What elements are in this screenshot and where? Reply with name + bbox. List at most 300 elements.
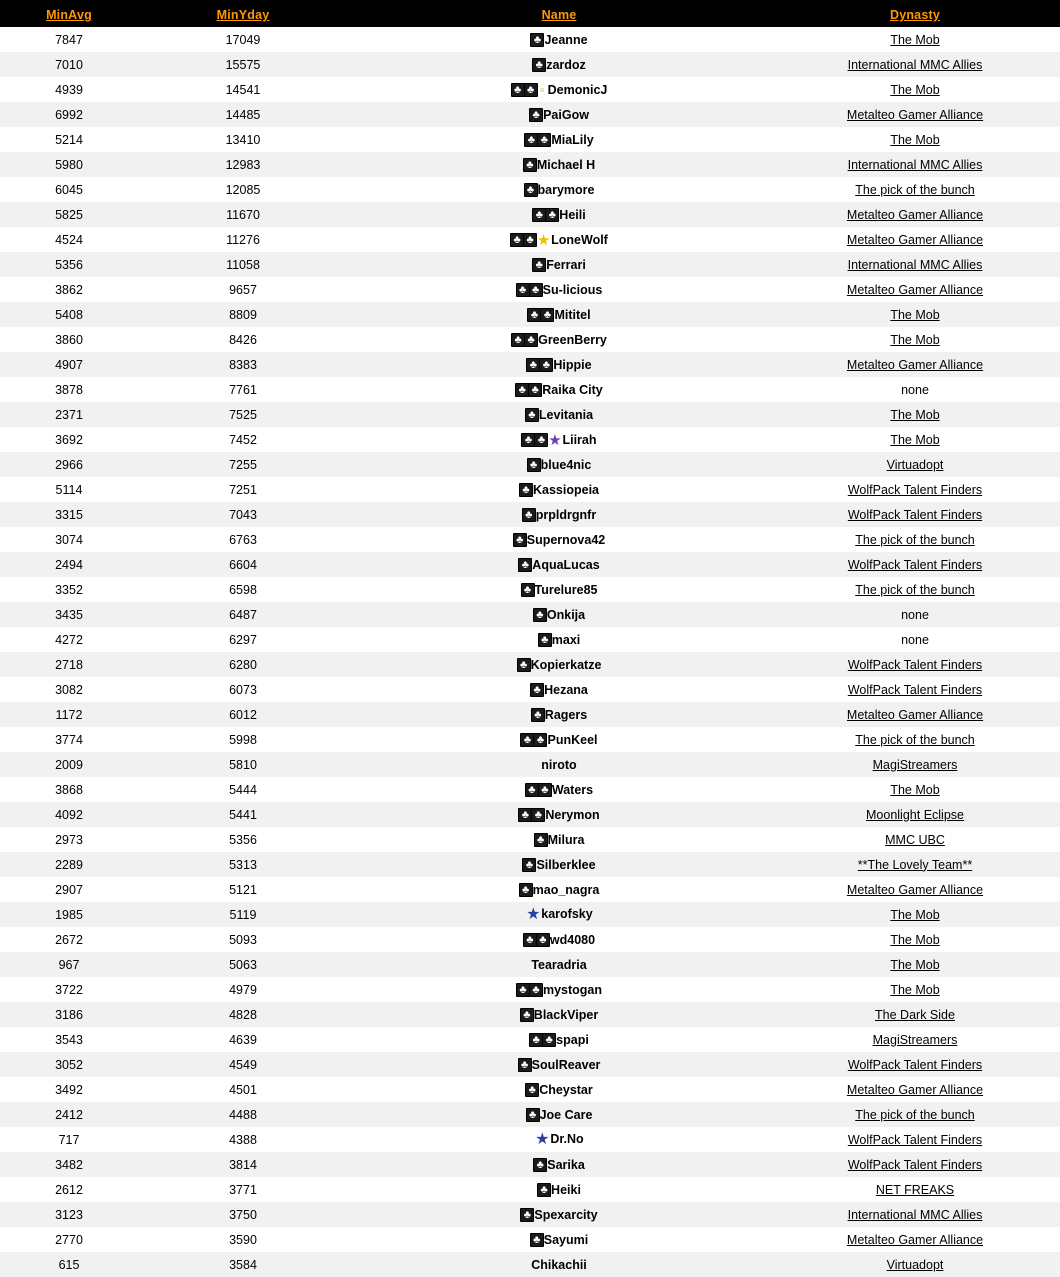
club-icon: ♣ [540, 308, 554, 322]
cell-dynasty [770, 1177, 1060, 1202]
dynasty-link[interactable]: **The Lovely Team** [857, 857, 973, 872]
dynasty-link[interactable]: Metalteo Gamer Alliance [846, 282, 984, 297]
cell-minyday: 5063 [229, 957, 257, 972]
cell-minavg: 3074 [55, 532, 83, 547]
name-wrapper [526, 1108, 593, 1122]
player-name[interactable]: PunKeel [547, 732, 598, 747]
club-icon: ♣ [519, 483, 533, 497]
player-name[interactable]: maxi [551, 632, 581, 647]
player-name[interactable]: Nerymon [545, 807, 600, 822]
table-row [0, 977, 1060, 1002]
column-header-dynasty[interactable]: Dynasty [770, 4, 1060, 27]
dynasty-link[interactable]: Virtuadopt [886, 457, 944, 472]
cell-minyday: 3590 [229, 1232, 257, 1247]
cell-minyday: 3584 [229, 1257, 257, 1272]
player-name[interactable]: BlackViper [533, 1007, 599, 1022]
player-name[interactable]: wd4080 [549, 932, 596, 947]
player-name[interactable]: Levitania [538, 407, 594, 422]
player-name[interactable]: Turelure85 [534, 582, 598, 597]
cell-name [348, 652, 770, 677]
table-row [0, 402, 1060, 427]
name-wrapper [532, 208, 585, 222]
club-icon: ♣ [533, 733, 547, 747]
table-row [0, 427, 1060, 452]
badge-group [523, 158, 536, 172]
cell-dynasty [770, 952, 1060, 977]
player-name[interactable]: Chikachii [531, 1257, 587, 1272]
player-name[interactable]: PaiGow [543, 107, 589, 122]
club-icon: ♣ [545, 208, 559, 222]
badge-group [533, 608, 546, 622]
cell-name [348, 852, 770, 877]
cell-minavg: 3722 [55, 982, 83, 997]
badge-group [519, 883, 532, 897]
badge-group [533, 1158, 546, 1172]
cell-minavg: 967 [58, 957, 80, 972]
club-icon: ♣ [519, 883, 533, 897]
dynasty-link[interactable]: WolfPack Talent Finders [847, 1157, 983, 1172]
club-icon: ♣ [524, 183, 538, 197]
name-wrapper [537, 1183, 581, 1197]
badge-group [522, 858, 535, 872]
cell-minyday: 4828 [229, 1007, 257, 1022]
cell-minavg: 2966 [55, 457, 83, 472]
player-name[interactable]: MiaLily [551, 132, 594, 147]
cell-minavg: 3862 [55, 282, 83, 297]
table-row [0, 752, 1060, 777]
dynasty-link[interactable]: Metalteo Gamer Alliance [846, 707, 984, 722]
cell-name [348, 477, 770, 502]
club-icon: ♣ [515, 383, 529, 397]
dynasty-link[interactable]: MMC UBC [885, 832, 945, 847]
badge-group [530, 33, 543, 47]
cell-dynasty [770, 377, 1060, 402]
cell-minavg: 2494 [55, 557, 83, 572]
player-name[interactable]: Dr.No [550, 1131, 584, 1146]
cell-minavg: 2973 [55, 832, 83, 847]
dynasty-link[interactable]: WolfPack Talent Finders [847, 1057, 983, 1072]
player-name[interactable]: Sarika [547, 1157, 585, 1172]
cell-minyday: 15575 [225, 57, 261, 72]
name-wrapper [527, 458, 592, 472]
cell-minavg: 6045 [55, 182, 83, 197]
dynasty-link[interactable]: The Mob [890, 932, 940, 947]
dynasty-none: none [901, 632, 929, 647]
cell-dynasty [770, 1152, 1060, 1177]
player-name[interactable]: Milura [547, 832, 585, 847]
cell-minyday: 8383 [229, 357, 257, 372]
table-row [0, 677, 1060, 702]
dynasty-link[interactable]: The pick of the bunch [855, 732, 975, 747]
name-wrapper [513, 533, 606, 547]
player-name[interactable]: Silberklee [536, 857, 596, 872]
cell-dynasty [770, 502, 1060, 527]
cell-minyday: 4488 [229, 1107, 257, 1122]
cell-minyday: 17049 [225, 32, 261, 47]
badge-group [520, 1008, 533, 1022]
cell-name [348, 527, 770, 552]
name-wrapper [525, 905, 593, 923]
dynasty-link[interactable]: WolfPack Talent Finders [847, 482, 983, 497]
player-name[interactable]: Tearadria [531, 957, 587, 972]
dynasty-link[interactable]: The Mob [890, 307, 940, 322]
name-wrapper [520, 1208, 597, 1222]
dynasty-link[interactable]: The Mob [890, 432, 940, 447]
club-icon: ♣ [520, 1208, 534, 1222]
name-wrapper [538, 633, 581, 647]
cell-name [348, 802, 770, 827]
dynasty-link[interactable]: MagiStreamers [872, 1032, 958, 1047]
name-wrapper [532, 58, 586, 72]
cell-minyday: 4549 [229, 1057, 257, 1072]
cell-minyday: 3750 [229, 1207, 257, 1222]
cell-minyday: 14485 [225, 107, 261, 122]
cell-minavg: 1985 [55, 907, 83, 922]
player-name[interactable]: Mititel [554, 307, 591, 322]
player-name[interactable]: SoulReaver [531, 1057, 601, 1072]
cell-minavg: 7010 [55, 57, 83, 72]
player-name[interactable]: Raika City [542, 382, 603, 397]
club-icon: ♣ [524, 83, 538, 97]
player-name[interactable]: Supernova42 [526, 532, 606, 547]
table-row [0, 627, 1060, 652]
dynasty-link[interactable]: Metalteo Gamer Alliance [846, 1232, 984, 1247]
player-name[interactable]: Ferrari [546, 257, 586, 272]
table-row [0, 702, 1060, 727]
dynasty-link[interactable]: Metalteo Gamer Alliance [846, 882, 984, 897]
cell-minyday: 14541 [225, 82, 261, 97]
badge-group [525, 905, 541, 923]
player-name[interactable]: Waters [551, 782, 594, 797]
dynasty-link[interactable]: MagiStreamers [872, 757, 958, 772]
dynasty-link[interactable]: WolfPack Talent Finders [847, 507, 983, 522]
club-icon: ♣ [523, 158, 537, 172]
cell-minyday: 7251 [229, 482, 257, 497]
name-wrapper [521, 433, 596, 447]
star-y-icon: ★ [536, 231, 551, 249]
dynasty-link[interactable]: The Mob [890, 32, 940, 47]
dynasty-link[interactable]: WolfPack Talent Finders [847, 557, 983, 572]
club-icon: ♣ [518, 558, 532, 572]
dynasty-link[interactable]: International MMC Allies [847, 1207, 983, 1222]
club-icon: ♣ [536, 933, 550, 947]
table-row [0, 1002, 1060, 1027]
club-icon: ♣ [538, 783, 552, 797]
dynasty-link[interactable]: NET FREAKS [875, 1182, 955, 1197]
cell-dynasty [770, 427, 1060, 452]
table-row [0, 1177, 1060, 1202]
dynasty-link[interactable]: The Mob [890, 982, 940, 997]
player-name[interactable]: niroto [541, 757, 577, 772]
dynasty-link[interactable]: The pick of the bunch [855, 182, 975, 197]
cell-minyday: 5441 [229, 807, 257, 822]
cell-name [348, 1127, 770, 1152]
cell-minavg: 3492 [55, 1082, 83, 1097]
dynasty-link[interactable]: International MMC Allies [847, 157, 983, 172]
player-name[interactable]: GreenBerry [538, 332, 607, 347]
badge-group [525, 1083, 538, 1097]
cell-minavg: 5980 [55, 157, 83, 172]
dynasty-link[interactable]: The Mob [890, 132, 940, 147]
name-wrapper [533, 608, 585, 622]
name-wrapper [523, 158, 595, 172]
badge-group [532, 58, 545, 72]
name-wrapper [534, 833, 585, 847]
dynasty-link[interactable]: The pick of the bunch [855, 1107, 975, 1122]
table-row [0, 877, 1060, 902]
cell-minyday: 8426 [229, 332, 257, 347]
club-icon: ♣ [511, 83, 525, 97]
badge-group [521, 433, 561, 447]
badge-group [520, 733, 546, 747]
cell-minyday: 6073 [229, 682, 257, 697]
player-name[interactable]: Jeanne [544, 32, 588, 47]
player-name[interactable]: Heili [559, 207, 586, 222]
club-icon: ♣ [533, 608, 547, 622]
dynasty-link[interactable]: WolfPack Talent Finders [847, 1132, 983, 1147]
cell-minavg: 2612 [55, 1182, 83, 1197]
badge-group [521, 583, 534, 597]
cell-minavg: 2770 [55, 1232, 83, 1247]
cell-minyday: 8809 [229, 307, 257, 322]
cell-minyday: 4501 [229, 1082, 257, 1097]
cell-dynasty [770, 1127, 1060, 1152]
club-icon: ♣ [531, 708, 545, 722]
table-row [0, 302, 1060, 327]
dynasty-link[interactable]: The Dark Side [875, 1007, 955, 1022]
dynasty-link[interactable]: The Mob [890, 82, 940, 97]
cell-name [348, 327, 770, 352]
player-name[interactable]: Spexarcity [534, 1207, 598, 1222]
club-icon: ♣ [522, 858, 536, 872]
cell-name [348, 702, 770, 727]
badge-group [516, 283, 542, 297]
name-wrapper [529, 1033, 589, 1047]
dynasty-link[interactable]: Metalteo Gamer Alliance [846, 1082, 984, 1097]
column-header-minyday[interactable]: MinYday [138, 4, 348, 27]
cell-name [348, 1152, 770, 1177]
cell-dynasty [770, 852, 1060, 877]
cell-minyday: 3814 [229, 1157, 257, 1172]
player-name[interactable]: Heiki [551, 1182, 581, 1197]
cell-name [348, 1052, 770, 1077]
cell-name [348, 77, 770, 102]
name-wrapper [531, 959, 586, 972]
table-row [0, 102, 1060, 127]
dynasty-link[interactable]: The pick of the bunch [855, 532, 975, 547]
dynasty-link[interactable]: Moonlight Eclipse [866, 807, 964, 822]
dynasty-link[interactable]: WolfPack Talent Finders [847, 657, 983, 672]
name-wrapper [517, 658, 602, 672]
cell-name [348, 927, 770, 952]
cell-minavg: 5356 [55, 257, 83, 272]
header-row [0, 4, 1060, 27]
player-name[interactable]: barymore [537, 182, 595, 197]
table-row [0, 952, 1060, 977]
cell-name [348, 452, 770, 477]
club-icon: ♣ [528, 383, 542, 397]
club-icon: ♣ [531, 808, 545, 822]
club-icon: ♣ [525, 408, 539, 422]
player-name[interactable]: Hezana [544, 682, 588, 697]
cell-minavg: 3692 [55, 432, 83, 447]
club-icon: ♣ [530, 1233, 544, 1247]
player-name[interactable]: Liirah [562, 432, 597, 447]
table-row [0, 902, 1060, 927]
cell-minyday: 7043 [229, 507, 257, 522]
badge-group [520, 1208, 533, 1222]
badge-group [534, 833, 547, 847]
club-icon: ♣ [534, 433, 548, 447]
cell-dynasty [770, 52, 1060, 77]
dynasty-link[interactable]: Metalteo Gamer Alliance [846, 232, 984, 247]
table-row [0, 1102, 1060, 1127]
player-name[interactable]: Hippie [553, 357, 592, 372]
player-name[interactable]: spapi [556, 1032, 589, 1047]
dynasty-link[interactable]: Metalteo Gamer Alliance [846, 207, 984, 222]
player-name[interactable]: mystogan [542, 982, 603, 997]
name-wrapper [541, 759, 576, 772]
cell-minavg: 3352 [55, 582, 83, 597]
cell-dynasty [770, 102, 1060, 127]
cell-minavg: 3082 [55, 682, 83, 697]
cell-name [348, 777, 770, 802]
dynasty-link[interactable]: The Mob [890, 957, 940, 972]
cell-dynasty [770, 27, 1060, 52]
cell-name [348, 1252, 770, 1277]
player-name[interactable]: Onkija [546, 607, 586, 622]
club-icon: ♣ [518, 1058, 532, 1072]
club-icon: ♣ [511, 333, 525, 347]
cell-minavg: 2371 [55, 407, 83, 422]
name-wrapper [522, 508, 596, 522]
club-icon: ♣ [517, 658, 531, 672]
name-wrapper [530, 683, 588, 697]
player-name[interactable]: zardoz [546, 57, 586, 72]
badge-group [529, 1033, 555, 1047]
cell-dynasty [770, 277, 1060, 302]
table-row [0, 277, 1060, 302]
dynasty-link[interactable]: The Mob [890, 907, 940, 922]
cell-minyday: 4388 [229, 1132, 257, 1147]
cell-minyday: 11058 [226, 257, 260, 272]
table-row [0, 1152, 1060, 1177]
cell-minyday: 5313 [229, 857, 257, 872]
cell-dynasty [770, 1002, 1060, 1027]
badge-group [538, 633, 551, 647]
dynasty-link[interactable]: The pick of the bunch [855, 582, 975, 597]
dynasty-link[interactable]: International MMC Allies [847, 257, 983, 272]
table-row [0, 602, 1060, 627]
player-name[interactable]: mao_nagra [532, 882, 600, 897]
badge-group [517, 658, 530, 672]
badge-group [511, 83, 547, 97]
cell-dynasty [770, 202, 1060, 227]
club-icon: ♣ [520, 733, 534, 747]
player-name[interactable]: Cheystar [539, 1082, 593, 1097]
cell-minyday: 3771 [229, 1182, 257, 1197]
cell-name [348, 52, 770, 77]
cell-minyday: 6763 [229, 532, 257, 547]
club-icon: ♣ [510, 233, 524, 247]
cell-minavg: 3543 [55, 1032, 83, 1047]
badge-group [532, 258, 545, 272]
player-name[interactable]: Su-licious [542, 282, 603, 297]
name-wrapper [520, 1008, 598, 1022]
cell-minavg: 3774 [55, 732, 83, 747]
badge-group [513, 533, 526, 547]
player-name[interactable]: Michael H [536, 157, 596, 172]
dynasty-link[interactable]: Metalteo Gamer Alliance [846, 357, 984, 372]
club-icon: ♣ [523, 233, 537, 247]
table-header [0, 4, 1060, 27]
cell-minavg: 2907 [55, 882, 83, 897]
dynasty-link[interactable]: The Mob [890, 407, 940, 422]
club-icon: ♣ [526, 1108, 540, 1122]
name-wrapper [524, 133, 593, 147]
dynasty-link[interactable]: The Mob [890, 332, 940, 347]
name-wrapper [526, 358, 591, 372]
name-wrapper [522, 858, 595, 872]
club-icon: ♣ [527, 458, 541, 472]
star-p-icon: ★ [548, 431, 562, 449]
player-name[interactable]: Sayumi [543, 1232, 589, 1247]
table-body [0, 27, 1060, 1277]
club-icon: ♣ [521, 433, 535, 447]
badge-group [518, 558, 531, 572]
cell-name [348, 127, 770, 152]
dynasty-link[interactable]: Metalteo Gamer Alliance [846, 107, 984, 122]
player-name[interactable]: Ragers [544, 707, 588, 722]
column-header-name[interactable]: Name [348, 4, 770, 27]
cell-name [348, 727, 770, 752]
cell-minavg: 3052 [55, 1057, 83, 1072]
player-name[interactable]: Joe Care [539, 1107, 593, 1122]
cell-minavg: 2672 [55, 932, 83, 947]
table-row [0, 852, 1060, 877]
player-name[interactable]: prpldrgnfr [535, 507, 597, 522]
player-name[interactable]: Kopierkatze [530, 657, 602, 672]
player-name[interactable]: Kassiopeia [532, 482, 599, 497]
player-name[interactable]: karofsky [541, 906, 593, 921]
club-icon: ♣ [520, 1008, 534, 1022]
name-wrapper [531, 1259, 587, 1272]
cell-dynasty [770, 177, 1060, 202]
table-row [0, 502, 1060, 527]
table-row [0, 177, 1060, 202]
player-name[interactable]: DemonicJ [547, 82, 608, 97]
dynasty-link[interactable]: Virtuadopt [886, 1257, 944, 1272]
table-row [0, 652, 1060, 677]
name-wrapper [524, 183, 595, 197]
dynasty-link[interactable]: International MMC Allies [847, 57, 983, 72]
cell-minyday: 6604 [229, 557, 257, 572]
name-wrapper [525, 1083, 593, 1097]
dynasty-link[interactable]: WolfPack Talent Finders [847, 682, 983, 697]
badge-group [527, 458, 540, 472]
cell-dynasty [770, 777, 1060, 802]
dynasty-link[interactable]: The Mob [890, 782, 940, 797]
cell-dynasty [770, 452, 1060, 477]
name-wrapper [515, 383, 602, 397]
cell-dynasty [770, 77, 1060, 102]
player-name[interactable]: blue4nic [540, 457, 592, 472]
club-icon: ♣ [532, 58, 546, 72]
player-name[interactable]: AquaLucas [532, 557, 600, 572]
table-row [0, 1027, 1060, 1052]
column-header-minavg[interactable]: MinAvg [0, 4, 138, 27]
player-name[interactable]: LoneWolf [551, 232, 608, 247]
